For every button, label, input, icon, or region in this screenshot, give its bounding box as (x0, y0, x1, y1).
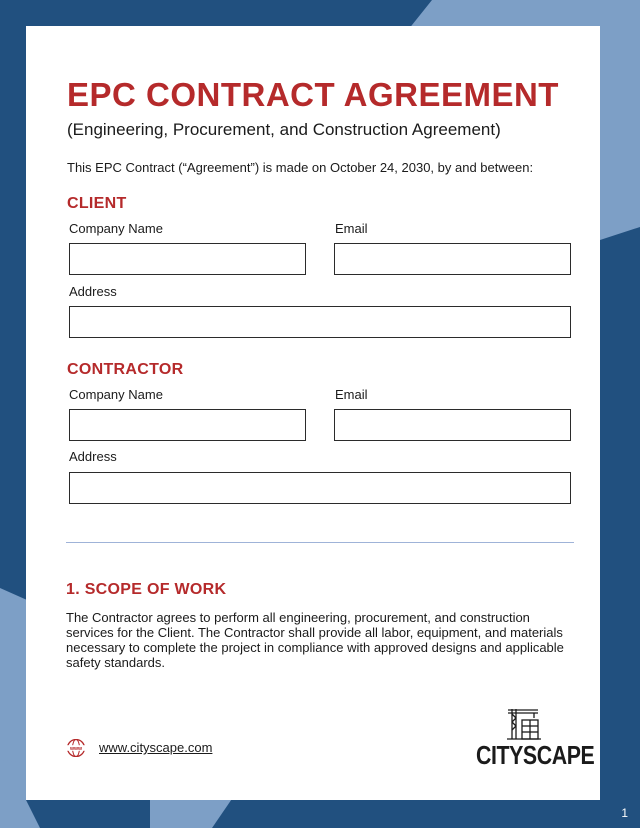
page-number: 1 (621, 806, 628, 820)
client-heading: CLIENT (67, 195, 127, 212)
contractor-email-field[interactable] (334, 409, 571, 441)
client-address-field[interactable] (69, 306, 571, 338)
globe-icon-label: www (69, 745, 83, 752)
client-email-field[interactable] (334, 243, 571, 275)
document-page (26, 26, 600, 800)
contractor-address-label: Address (69, 449, 117, 464)
client-email-label: Email (335, 221, 368, 236)
contractor-email-label: Email (335, 387, 368, 402)
section-divider (66, 542, 574, 543)
globe-icon (65, 739, 87, 757)
brand-logo-text: CITYSCAPE (476, 740, 595, 770)
scope-heading: 1. SCOPE OF WORK (66, 581, 227, 598)
page-subtitle: (Engineering, Procurement, and Construction Agreement) (67, 120, 501, 139)
client-company-field[interactable] (69, 243, 306, 275)
page-title: EPC CONTRACT AGREEMENT (67, 76, 559, 113)
contractor-address-field[interactable] (69, 472, 571, 504)
intro-statement: This EPC Contract (“Agreement”) is made on October 24, 2030, by and between: (67, 160, 534, 175)
construction-crane-icon (506, 706, 542, 740)
client-company-label: Company Name (69, 221, 163, 236)
client-address-label: Address (69, 284, 117, 299)
contractor-company-label: Company Name (69, 387, 163, 402)
contractor-heading: CONTRACTOR (67, 361, 184, 378)
website-link[interactable]: www.cityscape.com (99, 740, 213, 755)
scope-paragraph: The Contractor agrees to perform all engineering, procurement, and construction services for the Client. The Contractor shall provide all labor, equipment, and materials necessary to complete the project in compliance with approved designs and applicable safety standards. (66, 610, 564, 670)
contractor-company-field[interactable] (69, 409, 306, 441)
